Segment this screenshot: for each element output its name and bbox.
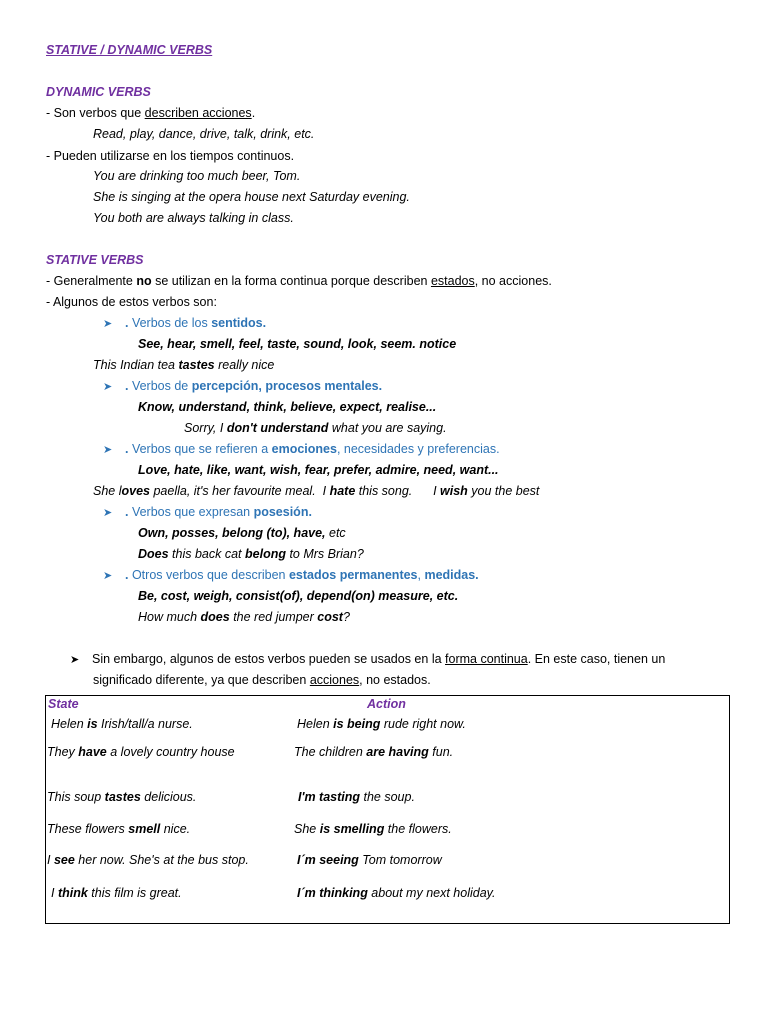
dynamic-example: She is singing at the opera house next Saturday evening.: [93, 190, 410, 204]
text: .: [251, 106, 256, 120]
posesion-list: [138, 525, 346, 541]
bold-text: tastes: [104, 790, 141, 804]
text: , no acciones.: [474, 274, 552, 288]
text: her now. She's at the bus stop.: [74, 853, 249, 867]
bold-text: are having: [366, 745, 429, 759]
arrow-bullet-icon: ➤: [103, 444, 113, 456]
sentidos-example: [93, 357, 274, 373]
text: - Generalmente: [46, 274, 137, 288]
text: etc: [325, 526, 346, 540]
text: delicious.: [140, 790, 197, 804]
bold-text: hate: [329, 484, 356, 498]
bold-text: think: [57, 886, 88, 900]
action-cell: [297, 885, 495, 901]
text: ?: [342, 610, 350, 624]
group-sentidos: [103, 315, 266, 332]
text: Tom tomorrow: [358, 853, 442, 867]
dynamic-examples-1: Read, play, dance, drive, talk, drink, etc.: [93, 127, 315, 141]
dynamic-line-2: - Pueden utilizarse en los tiempos continuos.: [46, 149, 295, 163]
bold-text: tastes: [178, 358, 215, 372]
stative-line-1: [46, 273, 552, 289]
arrow-bullet-icon: ➤: [103, 381, 113, 393]
text: Otros verbos que describen: [128, 568, 289, 582]
text: , no estados.: [359, 673, 431, 687]
text: They: [47, 745, 79, 759]
bold-text: sentidos.: [211, 316, 267, 330]
text: Sorry, I: [184, 421, 227, 435]
text: about my next holiday.: [367, 886, 496, 900]
bold-text: is being: [333, 717, 381, 731]
text: She l: [93, 484, 122, 498]
state-header: State: [48, 697, 79, 711]
text: Verbos que expresan: [128, 505, 254, 519]
group-estados-permanentes: [103, 567, 479, 584]
text: the red jumper: [229, 610, 318, 624]
text: She: [294, 822, 320, 836]
bold-text: is smelling: [319, 822, 385, 836]
text: This soup: [47, 790, 105, 804]
dot: .: [125, 379, 129, 393]
text: this back cat: [168, 547, 246, 561]
dynamic-verbs-heading: DYNAMIC VERBS: [46, 85, 151, 99]
bold-text: medidas.: [424, 568, 479, 582]
bold-text: percepción, procesos mentales.: [191, 379, 383, 393]
arrow-bullet-icon: ➤: [103, 570, 113, 582]
bold-text: cost: [317, 610, 343, 624]
text: The children: [294, 745, 367, 759]
bold-text: Does: [138, 547, 169, 561]
posesion-example: [138, 546, 364, 562]
emociones-list: Love, hate, like, want, wish, fear, prefer, admire, need, want...: [138, 463, 499, 477]
bold-text: belong: [245, 547, 286, 561]
text: Helen: [51, 717, 88, 731]
arrow-bullet-icon: ➤: [103, 318, 113, 330]
text: se utilizan en la forma continua porque describen: [151, 274, 431, 288]
bold-text: I´m seeing: [297, 853, 359, 867]
text: significado diferente, ya que describen: [93, 673, 310, 687]
text: I: [47, 853, 54, 867]
group-emociones: [103, 441, 500, 458]
state-cell: [47, 744, 235, 760]
stative-line-2: - Algunos de estos verbos son:: [46, 295, 217, 309]
text: to Mrs Brian?: [285, 547, 364, 561]
group-percepcion: [103, 378, 382, 395]
text: Helen: [297, 717, 334, 731]
sentidos-list: See, hear, smell, feel, taste, sound, look, seem. notice: [138, 337, 457, 351]
dynamic-line-1: [46, 105, 255, 121]
note-line-1: [70, 651, 665, 668]
page-title: STATIVE / DYNAMIC VERBS: [46, 43, 213, 57]
text: the soup.: [360, 790, 415, 804]
estados-example: [138, 609, 350, 625]
dot: .: [125, 505, 129, 519]
dot: .: [125, 316, 129, 330]
bold-text: have: [78, 745, 107, 759]
state-cell: [47, 821, 190, 837]
dot: .: [125, 442, 129, 456]
action-cell: [298, 789, 415, 805]
text: rude right now.: [380, 717, 466, 731]
text: what you are saying.: [328, 421, 447, 435]
stative-verbs-heading: STATIVE VERBS: [46, 253, 144, 267]
group-posesion: [103, 504, 312, 521]
bold-text: posesión.: [253, 505, 312, 519]
bold-text: estados permanentes: [288, 568, 418, 582]
action-cell: [294, 821, 452, 837]
text: Verbos que se refieren a: [128, 442, 272, 456]
text: This Indian tea: [93, 358, 179, 372]
bold-text: oves: [121, 484, 150, 498]
text: the flowers.: [384, 822, 452, 836]
underlined-text: estados: [430, 274, 475, 288]
estados-list: Be, cost, weigh, consist(of), depend(on) measure, etc.: [138, 589, 459, 603]
text: , necesidades y preferencias.: [336, 442, 500, 456]
bold-text: does: [200, 610, 230, 624]
bold-text: Own, posses, belong (to), have,: [138, 526, 326, 540]
text: a lovely country house: [106, 745, 235, 759]
percepcion-list: Know, understand, think, believe, expect, realise...: [138, 400, 437, 414]
state-cell: [51, 716, 193, 732]
state-cell: [47, 852, 249, 868]
bold-text: is: [87, 717, 98, 731]
bold-text: I´m thinking: [297, 886, 368, 900]
bold-text: emociones: [271, 442, 337, 456]
bold-text: smell: [128, 822, 161, 836]
bold-text: wish: [440, 484, 468, 498]
text: nice.: [160, 822, 191, 836]
percepcion-example: [184, 420, 447, 436]
action-cell: [297, 716, 466, 732]
bold-text: don't understand: [226, 421, 329, 435]
state-cell: [47, 789, 196, 805]
text: I: [51, 886, 58, 900]
bold-text: see: [53, 853, 75, 867]
text: ,: [417, 568, 425, 582]
text: How much: [138, 610, 201, 624]
action-cell: [294, 744, 453, 760]
dynamic-example: You are drinking too much beer, Tom.: [93, 169, 301, 183]
text: this song. I: [355, 484, 441, 498]
text: - Son verbos que: [46, 106, 145, 120]
text: . En este caso, tienen un: [527, 652, 666, 666]
text: paella, it's her favourite meal. I: [150, 484, 330, 498]
emociones-example: [93, 483, 539, 499]
underlined-text: forma continua: [445, 652, 528, 666]
arrow-bullet-icon: ➤: [70, 654, 80, 666]
text: These flowers: [47, 822, 129, 836]
dot: .: [125, 568, 129, 582]
state-cell: [51, 885, 182, 901]
text: this film is great.: [87, 886, 182, 900]
text: really nice: [214, 358, 275, 372]
text: Sin embargo, algunos de estos verbos pueden se usados en la: [92, 652, 446, 666]
arrow-bullet-icon: ➤: [103, 507, 113, 519]
text: Irish/tall/a nurse.: [97, 717, 193, 731]
bold-text: no: [136, 274, 152, 288]
dynamic-example: You both are always talking in class.: [93, 211, 294, 225]
text: Verbos de: [128, 379, 192, 393]
note-line-2: [93, 672, 431, 688]
action-header: Action: [367, 697, 406, 711]
action-cell: [297, 852, 442, 868]
text: Verbos de los: [128, 316, 212, 330]
underlined-text: describen acciones: [144, 106, 252, 120]
text: you the best: [467, 484, 540, 498]
bold-text: I'm tasting: [298, 790, 361, 804]
text: fun.: [428, 745, 454, 759]
underlined-text: acciones: [309, 673, 360, 687]
